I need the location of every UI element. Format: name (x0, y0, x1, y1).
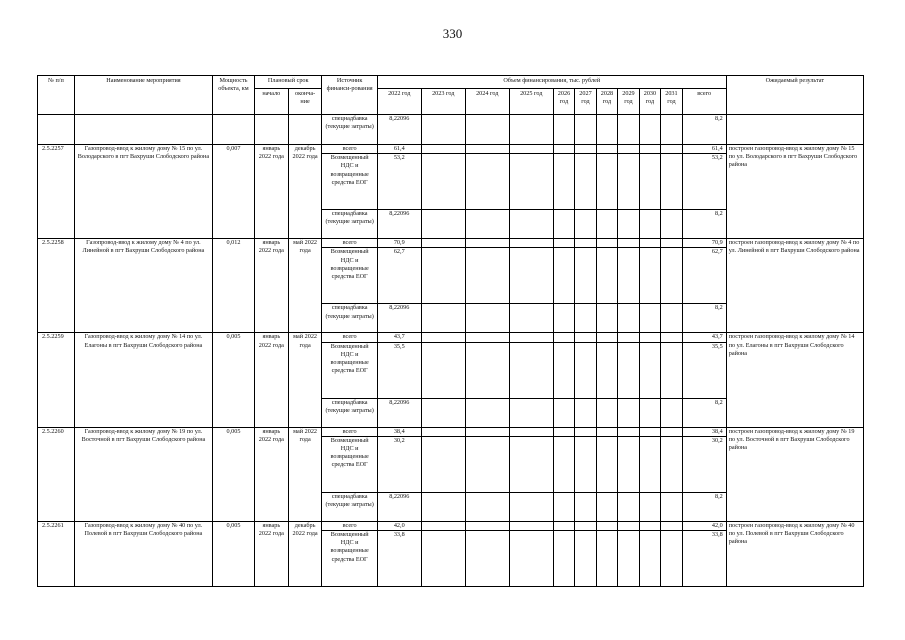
year-2022-cell: 62,7 (377, 248, 421, 304)
header-num: № п/п (38, 76, 75, 115)
header-power: Мощность объекта, км (213, 76, 255, 115)
item-name: Газопровод-ввод к жилому дому № 19 по ул. Восточной в пгт Вахруши Слободского района (74, 427, 212, 521)
item-result: построен газопровод-ввод к жилому дому № 4 по ул. Линейной в пгт Вахруши Слободского района (726, 239, 863, 333)
item-start: январь 2022 года (254, 145, 288, 239)
source-cell: Возмещенный НДС и возвращенные средства ЕОГ (322, 154, 377, 210)
total-cell: 33,8 (682, 530, 726, 586)
item-number: 2.5.2257 (38, 145, 75, 239)
header-term-start: начало (254, 89, 288, 115)
source-cell: Возмещенный НДС и возвращенные средства ЕОГ (322, 530, 377, 586)
year-2022-cell: 33,8 (377, 530, 421, 586)
item-start: январь 2022 года (254, 427, 288, 521)
source-cell: всего (322, 239, 377, 248)
item-name: Газопровод-ввод к жилому дому № 14 по ул. Елагоны в пгт Вахруши Слободского района (74, 333, 212, 427)
header-year: 2031 год (661, 89, 682, 115)
header-term: Плановый срок (254, 76, 322, 89)
header-year: 2022 год (377, 89, 421, 115)
item-power: 0,007 (213, 145, 255, 239)
year-2022-cell: 8,22096 (377, 398, 421, 427)
year-2022-cell: 42,0 (377, 521, 421, 530)
item-name: Газопровод-ввод к жилому дому № 15 по ул. Володарского в пгт Вахруши Слободского района (74, 145, 212, 239)
source-cell: Возмещенный НДС и возвращенные средства ЕОГ (322, 342, 377, 398)
item-result: построен газопровод-ввод к жилому дому № 40 по ул. Полевой в пгт Вахруши Слободского района (726, 521, 863, 586)
header-row-1 (38, 76, 864, 89)
header-year: 2028 год (596, 89, 617, 115)
header-year: 2023 год (421, 89, 465, 115)
year-2022-cell: 8,22096 (377, 304, 421, 333)
total-cell: 42,0 (682, 521, 726, 530)
header-year: 2030 год (639, 89, 660, 115)
item-end: декабрь 2022 года (288, 145, 322, 239)
year-2022-cell: 8,22096 (377, 115, 421, 145)
total-cell: 30,2 (682, 436, 726, 492)
total-cell: 38,4 (682, 427, 726, 436)
total-cell: 8,2 (682, 115, 726, 145)
item-end: май 2022 года (288, 333, 322, 427)
header-total: всего (682, 89, 726, 115)
year-2022-cell: 61,4 (377, 145, 421, 154)
header-source: Источник финанси-рования (322, 76, 377, 115)
header-term-end: оконча-ние (288, 89, 322, 115)
header-year: 2029 год (618, 89, 639, 115)
source-cell: спецнадбавка (текущие затраты) (322, 304, 377, 333)
year-2022-cell: 35,5 (377, 342, 421, 398)
item-end: декабрь 2022 года (288, 521, 322, 586)
total-cell: 43,7 (682, 333, 726, 342)
header-year: 2025 год (509, 89, 553, 115)
header-year: 2027 год (575, 89, 596, 115)
year-2022-cell: 43,7 (377, 333, 421, 342)
header-financing: Объем финансирования, тыс. рублей (377, 76, 726, 89)
header-year: 2024 год (465, 89, 509, 115)
year-2022-cell: 8,22096 (377, 492, 421, 521)
page-number: 330 (442, 26, 463, 41)
source-cell: всего (322, 521, 377, 530)
header-name: Наименование мероприятия (74, 76, 212, 115)
total-cell: 8,2 (682, 492, 726, 521)
table-row (38, 239, 864, 248)
year-2022-cell: 38,4 (377, 427, 421, 436)
table-row (38, 333, 864, 342)
source-cell: всего (322, 145, 377, 154)
year-2022-cell: 53,2 (377, 154, 421, 210)
source-cell: Возмещенный НДС и возвращенные средства ЕОГ (322, 436, 377, 492)
item-name: Газопровод-ввод к жилому дому № 40 по ул. Полевой в пгт Вахруши Слободского района (74, 521, 212, 586)
item-result: построен газопровод-ввод к жилому дому № 19 по ул. Восточной в пгт Вахруши Слободского района (726, 427, 863, 521)
total-cell: 70,9 (682, 239, 726, 248)
item-result: построен газопровод-ввод к жилому дому № 14 по ул. Елагоны в пгт Вахруши Слободского района (726, 333, 863, 427)
item-power: 0,005 (213, 427, 255, 521)
table-row (38, 427, 864, 436)
item-number: 2.5.2259 (38, 333, 75, 427)
table-row (38, 145, 864, 154)
item-end: май 2022 года (288, 239, 322, 333)
item-end: май 2022 года (288, 427, 322, 521)
total-cell: 8,2 (682, 304, 726, 333)
total-cell: 8,2 (682, 210, 726, 239)
table-row (38, 521, 864, 530)
total-cell: 61,4 (682, 145, 726, 154)
source-cell: спецнадбавка (текущие затраты) (322, 115, 377, 145)
year-2022-cell: 8,22096 (377, 210, 421, 239)
item-start: январь 2022 года (254, 333, 288, 427)
item-name: Газопровод-ввод к жилому дому № 4 по ул. Линейной в пгт Вахруши Слободского района (74, 239, 212, 333)
source-cell: Возмещенный НДС и возвращенные средства ЕОГ (322, 248, 377, 304)
item-power: 0,012 (213, 239, 255, 333)
total-cell: 8,2 (682, 398, 726, 427)
item-number: 2.5.2261 (38, 521, 75, 586)
total-cell: 62,7 (682, 248, 726, 304)
item-number: 2.5.2260 (38, 427, 75, 521)
source-cell: всего (322, 333, 377, 342)
header-result: Ожидаемый результат (726, 76, 863, 115)
total-cell: 35,5 (682, 342, 726, 398)
header-year: 2026 год (553, 89, 574, 115)
item-result: построен газопровод-ввод к жилому дому № 15 по ул. Володарского в пгт Вахруши Слободского района (726, 145, 863, 239)
item-start: январь 2022 года (254, 521, 288, 586)
table-row (38, 115, 864, 145)
item-start: январь 2022 года (254, 239, 288, 333)
year-2022-cell: 30,2 (377, 436, 421, 492)
source-cell: спецнадбавка (текущие затраты) (322, 492, 377, 521)
total-cell: 53,2 (682, 154, 726, 210)
item-number: 2.5.2258 (38, 239, 75, 333)
financing-table (37, 75, 864, 587)
year-2022-cell: 70,9 (377, 239, 421, 248)
source-cell: всего (322, 427, 377, 436)
item-power: 0,005 (213, 521, 255, 586)
source-cell: спецнадбавка (текущие затраты) (322, 210, 377, 239)
source-cell: спецнадбавка (текущие затраты) (322, 398, 377, 427)
item-power: 0,005 (213, 333, 255, 427)
